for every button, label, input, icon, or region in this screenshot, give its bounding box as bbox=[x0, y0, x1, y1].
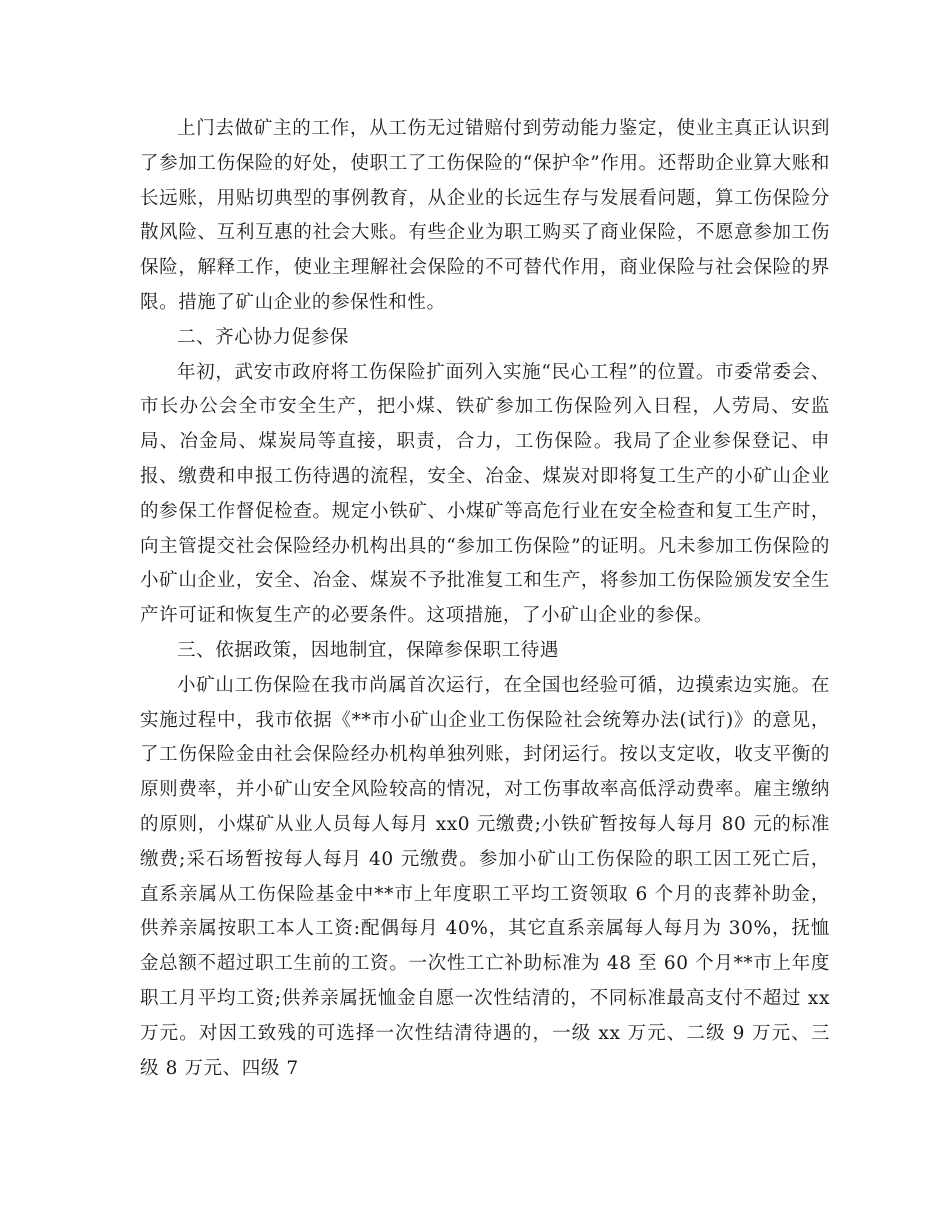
paragraph-section-2: 年初，武安市政府将工伤保险扩面列入实施“民心工程”的位置。市委常委会、市长办公会全市安全生产，把小煤、铁矿参加工伤保险列入日程，人劳局、安监局、冶金局、煤炭局等直接，职责，合力，工伤保险。我局了企业参保登记、申报、缴费和申报工伤待遇的流程，安全、冶金、煤炭对即将复工生产的小矿山企业的参保工作督促检查。规定小铁矿、小煤矿等高危行业在安全检查和复工生产时，向主管提交社会保险经办机构出具的“参加工伤保险”的证明。凡未参加工伤保险的小矿山企业，安全、冶金、煤炭不予批准复工和生产，将参加工伤保险颁发安全生产许可证和恢复生产的必要条件。这项措施，了小矿山企业的参保。 bbox=[140, 361, 830, 627]
document-body bbox=[140, 112, 830, 1086]
section-heading-3: 三、依据政策，因地制宜，保障参保职工待遇 bbox=[177, 639, 560, 661]
paragraph-section-3: 小矿山工伤保险在我市尚属首次运行，在全国也经验可循，边摸索边实施。在实施过程中，我市依据《**市小矿山企业工伤保险社会统筹办法(试行)》的意见，了工伤保险金由社会保险经办机构单独列账，封闭运行。按以支定收，收支平衡的原则费率，并小矿山安全风险较高的情况，对工伤事故率高低浮动费率。雇主缴纳的原则，小煤矿从业人员每人每月 xx0 元缴费;小铁矿暂按每人每月 80 元的标准缴费;采石场暂按每人每月 40 元缴费。参加小矿山工伤保险的职工因工死亡后，直系亲属从工伤保险基金中**市上年度职工平均工资领取 6 个月的丧葬补助金，供养亲属按职工本人工资:配偶每月 40%，其它直系亲属每人每月为 30%，抚恤金总额不超过职工生前的工资。一次性工亡补助标准为 48 至 60 个月**市上年度职工月平均工资;供养亲属抚恤金自愿一次性结清的，不同标准最高支付不超过 xx 万元。对因工致残的可选择一次性结清待遇的，一级 xx 万元、二级 9 万元、三级 8 万元、四级 7 bbox=[140, 674, 830, 1079]
section-heading-2: 二、齐心协力促参保 bbox=[177, 326, 349, 348]
paragraph-intro: 上门去做矿主的工作，从工伤无过错赔付到劳动能力鉴定，使业主真正认识到了参加工伤保险的好处，使职工了工伤保险的“保护伞”作用。还帮助企业算大账和长远账，用贴切典型的事例教育，从企业的长远生存与发展看问题，算工伤保险分散风险、互利互惠的社会大账。有些企业为职工购买了商业保险，不愿意参加工伤保险，解释工作，使业主理解社会保险的不可替代作用，商业保险与社会保险的界限。措施了矿山企业的参保性和性。 bbox=[140, 118, 830, 313]
